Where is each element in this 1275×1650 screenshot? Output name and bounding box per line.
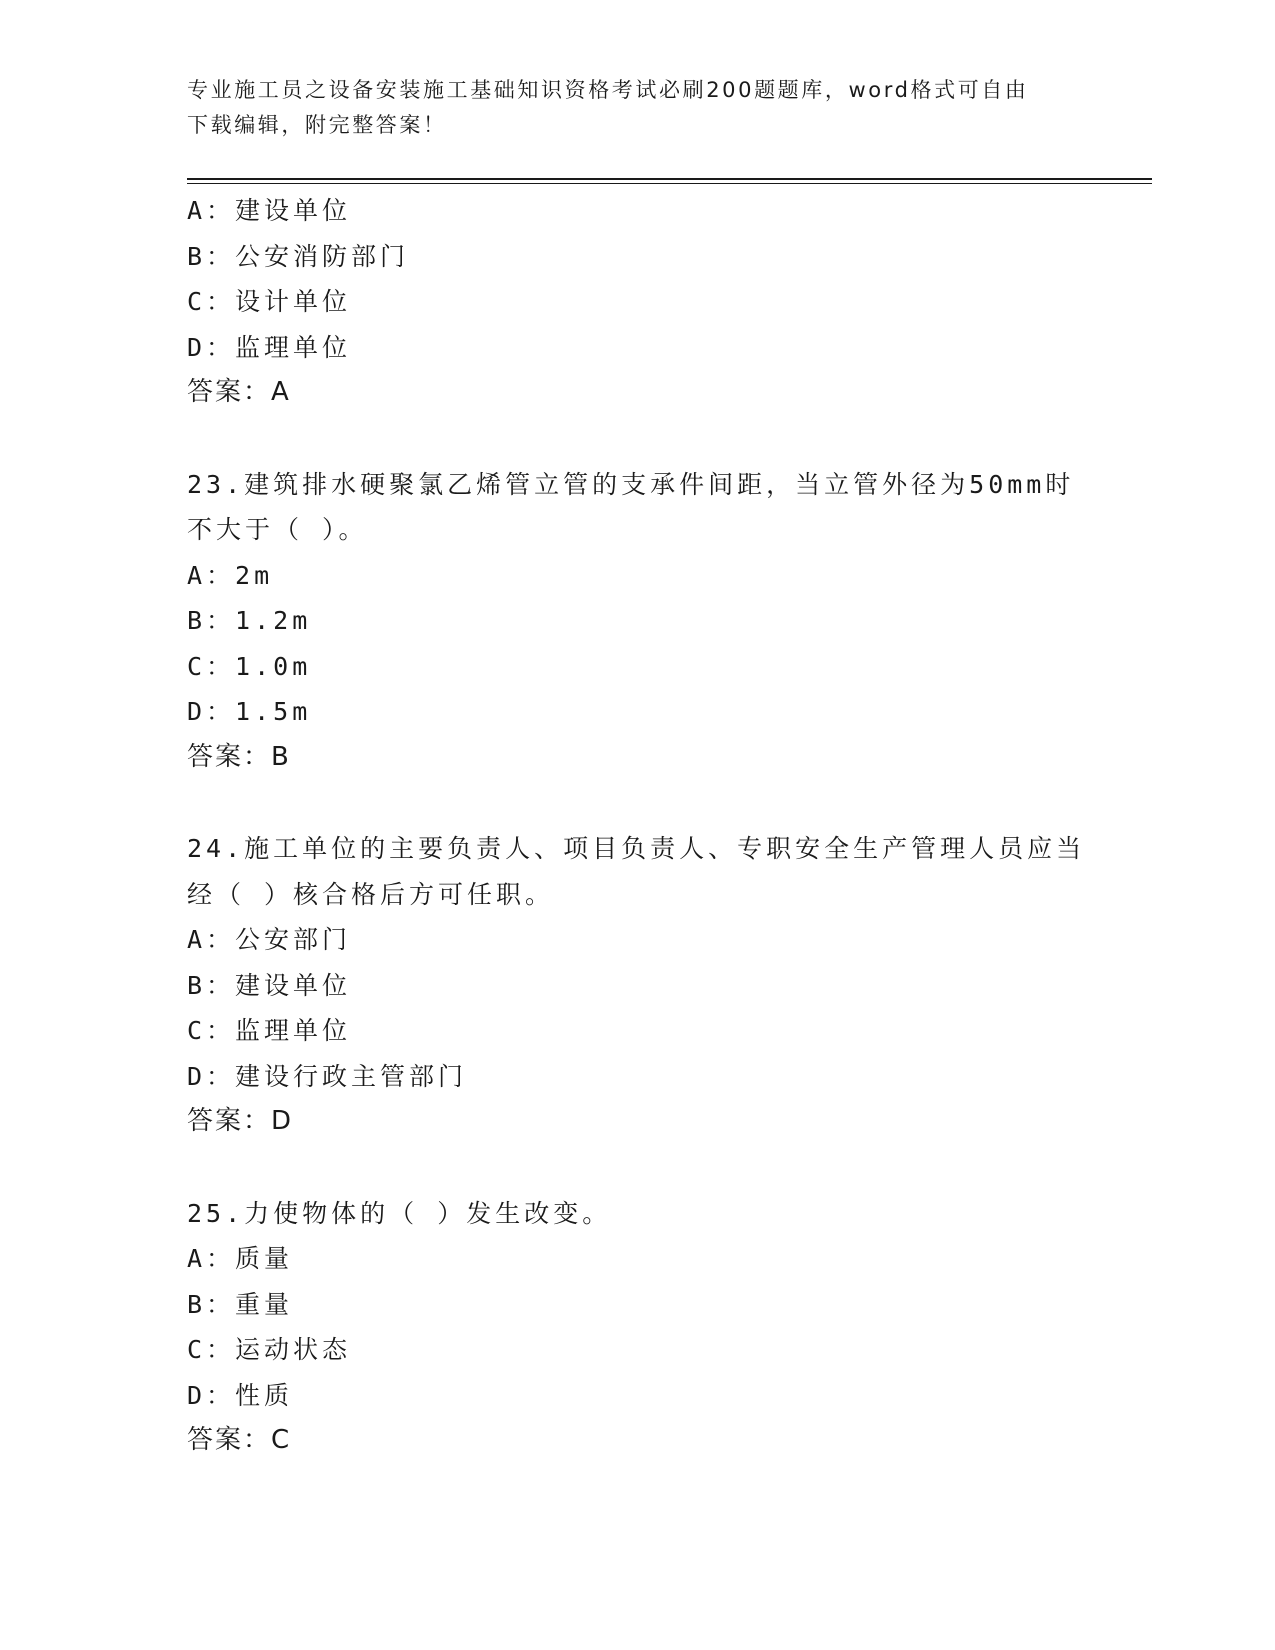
option-b: B：建设单位: [187, 970, 352, 1000]
question-stem-line-1: 24.施工单位的主要负责人、项目负责人、专职安全生产管理人员应当: [187, 834, 1086, 863]
option-c: C：设计单位: [187, 287, 352, 316]
question-24: [187, 826, 1087, 1145]
option-d: D：监理单位: [187, 332, 352, 362]
question-25: [187, 1191, 1087, 1464]
option-c: C：监理单位: [187, 1016, 352, 1045]
header-divider-thick: [187, 178, 1152, 180]
option-a: A：质量: [187, 1244, 294, 1273]
question-stem-line-2: 不大于（ ）。: [187, 515, 368, 544]
answer-label: 答案：D: [187, 1106, 294, 1136]
question-stem-line-2: 经（ ）核合格后方可任职。: [187, 879, 555, 909]
header-line-2: 下载编辑，附完整答案！: [187, 113, 447, 137]
option-c: C：运动状态: [187, 1335, 352, 1364]
header-line-1: 专业施工员之设备安装施工基础知识资格考试必刷200题题库，word格式可自由: [187, 78, 1029, 102]
answer-label: 答案：A: [187, 377, 291, 407]
option-a: A：2m: [187, 560, 274, 590]
question-23: [187, 462, 1087, 781]
question-spacer: [187, 1145, 1087, 1191]
question-22-continued: [187, 188, 1087, 416]
question-spacer: [187, 416, 1087, 462]
option-d: D：1.5m: [187, 697, 312, 726]
option-d: D：建设行政主管部门: [187, 1061, 468, 1091]
option-b: B：公安消防部门: [187, 241, 410, 271]
option-b: B：1.2m: [187, 606, 312, 635]
answer-label: 答案：C: [187, 1425, 292, 1455]
question-stem-line-1: 23.建筑排水硬聚氯乙烯管立管的支承件间距，当立管外径为50mm时: [187, 469, 1075, 499]
header-divider-thin: [187, 183, 1152, 184]
question-stem-line-1: 25.力使物体的（ ）发生改变。: [187, 1198, 612, 1228]
document-header: [187, 73, 1067, 143]
answer-label: 答案：B: [187, 741, 291, 772]
option-a: A：建设单位: [187, 196, 352, 225]
question-spacer: [187, 780, 1087, 826]
option-b: B：重量: [187, 1289, 294, 1319]
option-d: D：性质: [187, 1380, 294, 1410]
option-c: C：1.0m: [187, 651, 312, 681]
option-a: A：公安部门: [187, 925, 352, 954]
question-list: [187, 188, 1087, 1464]
